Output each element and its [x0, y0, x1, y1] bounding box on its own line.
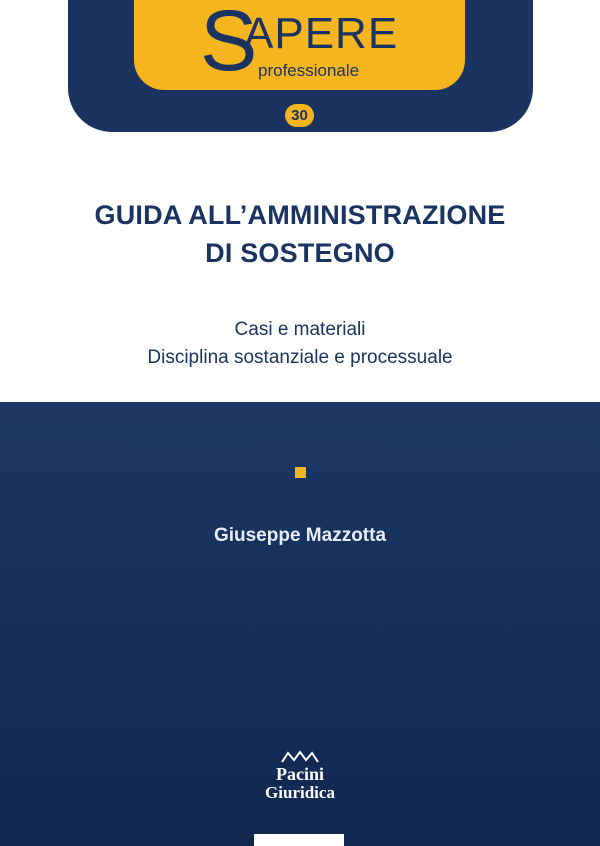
book-title [0, 196, 600, 272]
orange-square-ornament [295, 467, 306, 478]
book-subtitle-line-1: Casi e materiali [234, 319, 366, 340]
series-initial: S [200, 0, 258, 89]
book-title-line-1: GUIDA ALL’AMMINISTRAZIONE [94, 200, 506, 230]
series-number-badge: 30 [285, 104, 314, 127]
publisher-emblem-icon [280, 750, 320, 764]
publisher-name-line-1: Pacini [276, 764, 324, 784]
series-subtitle: professionale [258, 61, 360, 80]
publisher-bar [254, 834, 344, 846]
book-subtitle-line-2: Disciplina sostanziale e processuale [147, 347, 453, 368]
book-subtitle [0, 316, 600, 372]
series-name: APERE [244, 9, 399, 58]
author-name: Giuseppe Mazzotta [213, 525, 387, 546]
book-title-line-2: DI SOSTEGNO [205, 238, 395, 268]
publisher-name-line-2: Giuridica [265, 783, 335, 802]
publisher-logo [252, 750, 348, 846]
